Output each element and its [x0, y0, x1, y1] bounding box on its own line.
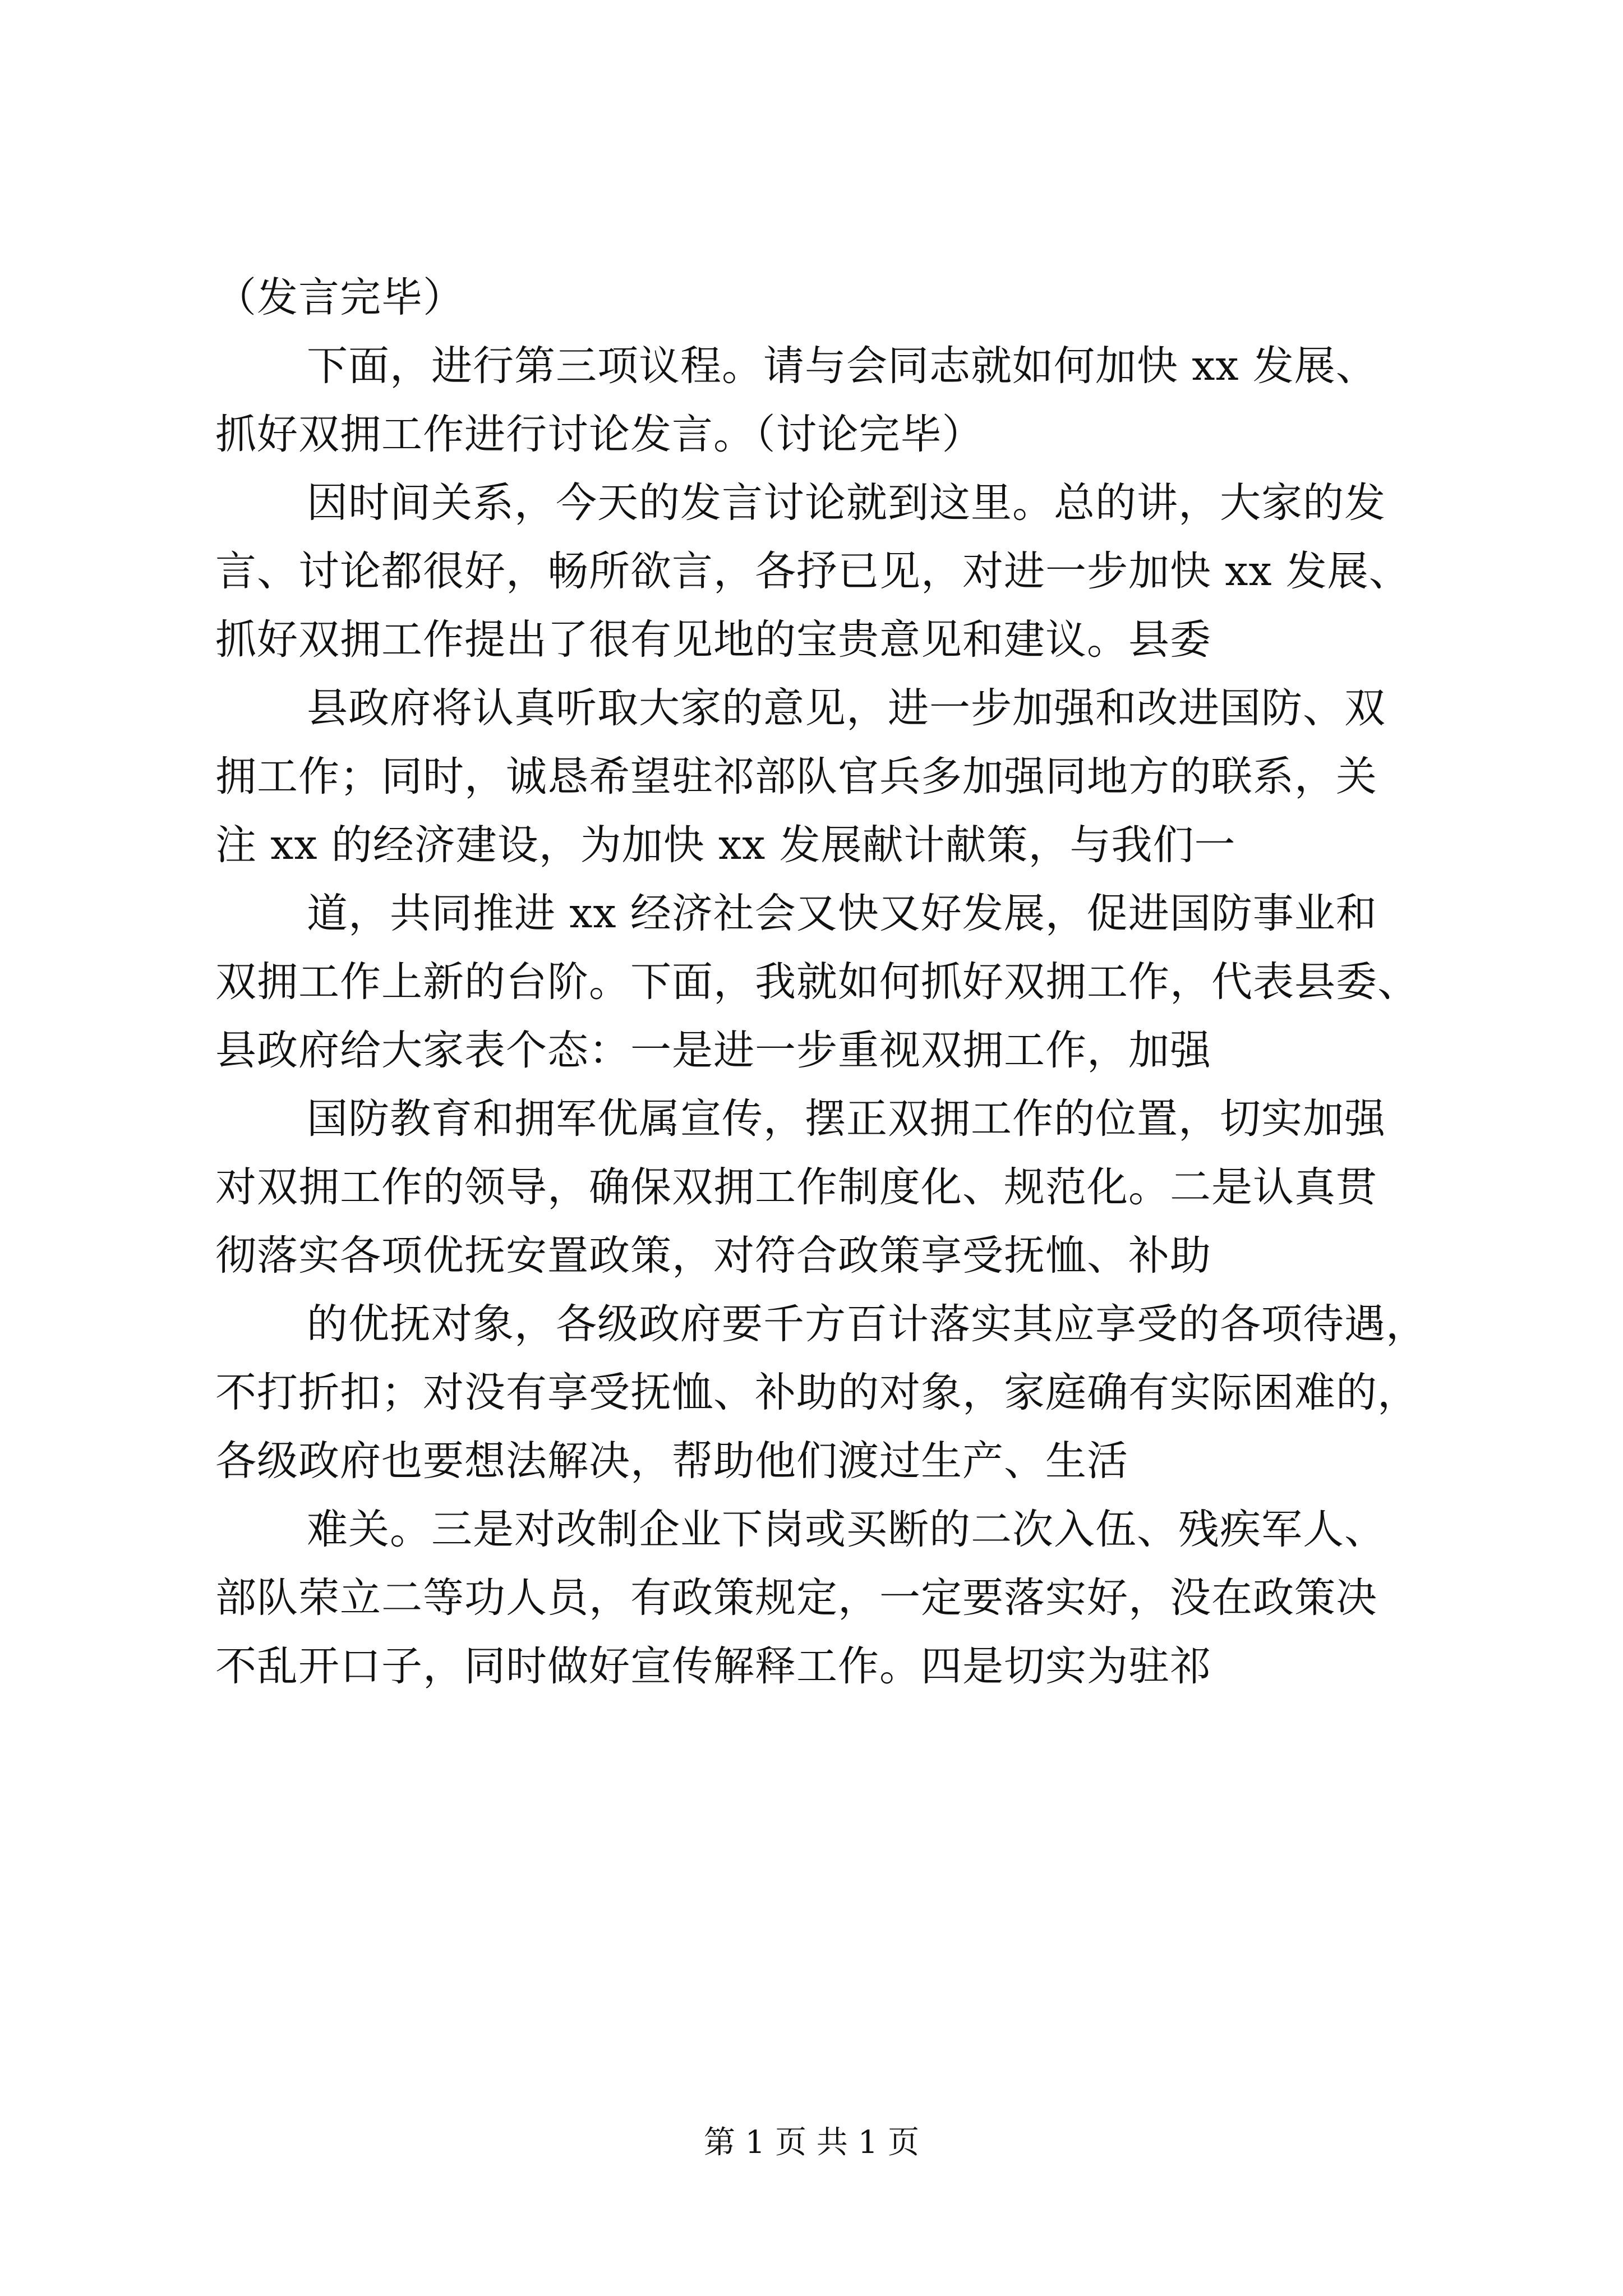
paragraph — [215, 469, 1427, 674]
text-line: 县政府给大家表个态：一是进一步重视双拥工作，加强 — [215, 1027, 1211, 1074]
text-line: 双拥工作上新的台阶。下面，我就如何抓好双拥工作，代表县委、 — [215, 958, 1419, 1006]
text-line: 对双拥工作的领导，确保双拥工作制度化、规范化。二是认真贯 — [215, 1163, 1377, 1211]
text-line: 言、讨论都很好，畅所欲言，各抒已见，对进一步加快 xx 发展、 — [215, 547, 1410, 595]
text-line: 的优抚对象，各级政府要千方百计落实其应享受的各项待遇， — [307, 1300, 1427, 1348]
text-line: 抓好双拥工作提出了很有见地的宝贵意见和建议。县委 — [215, 616, 1211, 664]
text-line: 不打折扣；对没有享受抚恤、补助的对象，家庭确有实际困难的， — [215, 1369, 1419, 1416]
text-line: 各级政府也要想法解决，帮助他们渡过生产、生活 — [215, 1437, 1128, 1485]
text-line: 抓好双拥工作进行讨论发言。（讨论完毕） — [215, 411, 984, 458]
text-line: 道，共同推进 xx 经济社会又快又好发展，促进国防事业和 — [307, 890, 1377, 937]
paragraph — [215, 1085, 1427, 1290]
page-footer: 第 1 页 共 1 页 — [703, 2124, 920, 2161]
text-line: 因时间关系，今天的发言讨论就到这里。总的讲，大家的发 — [307, 479, 1386, 527]
text-line: 国防教育和拥军优属宣传，摆正双拥工作的位置，切实加强 — [307, 1095, 1386, 1143]
text-line: 注 xx 的经济建设，为加快 xx 发展献计献策，与我们一 — [215, 821, 1236, 869]
paragraph — [215, 880, 1427, 1085]
document-body — [215, 264, 1427, 1701]
text-line: 难关。三是对改制企业下岗或买断的二次入伍、残疾军人、 — [307, 1506, 1386, 1553]
text-line: 下面，进行第三项议程。请与会同志就如何加快 xx 发展、 — [307, 342, 1377, 390]
paragraph — [215, 332, 1427, 469]
text-line: 不乱开口子，同时做好宣传解释工作。四是切实为驻祁 — [215, 1642, 1211, 1690]
paragraph — [215, 1290, 1427, 1496]
paragraph — [215, 674, 1427, 880]
text-line: 部队荣立二等功人员，有政策规定，一定要落实好，没在政策决 — [215, 1574, 1377, 1622]
paragraph — [215, 264, 1427, 332]
text-line: 彻落实各项优抚安置政策，对符合政策享受抚恤、补助 — [215, 1232, 1211, 1280]
text-line: （发言完毕） — [215, 274, 464, 321]
text-line: 县政府将认真听取大家的意见，进一步加强和改进国防、双 — [307, 684, 1386, 732]
text-line: 拥工作；同时，诚恳希望驻祁部队官兵多加强同地方的联系，关 — [215, 753, 1377, 800]
paragraph — [215, 1496, 1427, 1701]
